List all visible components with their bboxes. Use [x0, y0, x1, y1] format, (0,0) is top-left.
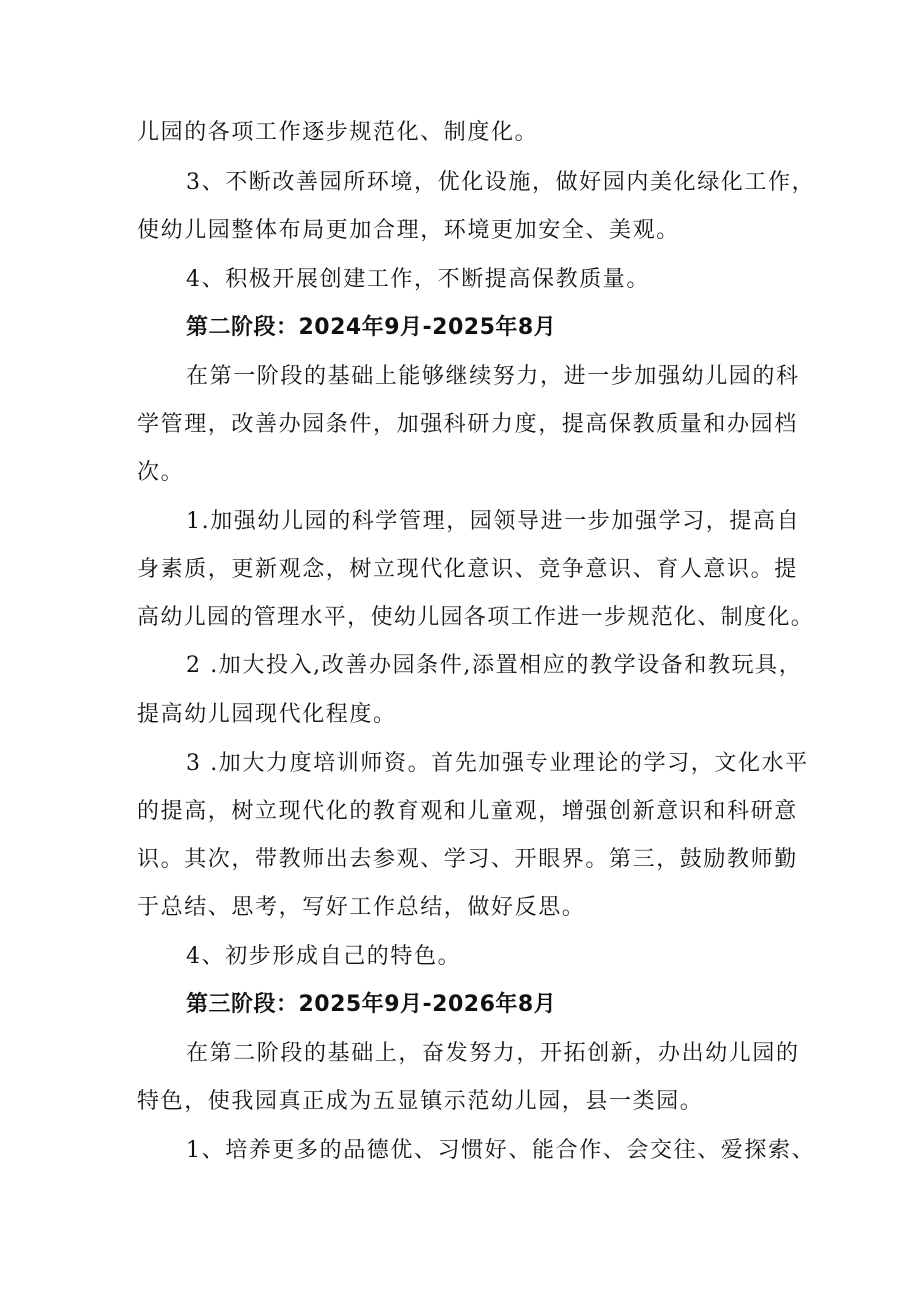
list-item-line: 3 .加大力度培训师资。首先加强专业理论的学习，文化水平 [186, 751, 809, 776]
list-item-line: 1、培养更多的品德优、习惯好、能合作、会交往、爱探索、 [186, 1138, 816, 1163]
paragraph-line: 儿园的各项工作逐步规范化、制度化。 [137, 120, 539, 145]
paragraph-line: 的提高，树立现代化的教育观和儿童观，增强创新意识和科研意 [137, 799, 798, 824]
paragraph-line: 特色，使我园真正成为五显镇示范幼儿园，县一类园。 [137, 1089, 704, 1114]
list-item-line: 4、积极开展创建工作，不断提高保教质量。 [186, 267, 650, 292]
paragraph-line: 提高幼儿园现代化程度。 [137, 702, 397, 727]
list-item-line: 1.加强幼儿园的科学管理，园领导进一步加强学习，提高自 [186, 509, 801, 534]
paragraph-line: 身素质，更新观念，树立现代化意识、竞争意识、育人意识。提 [137, 557, 798, 582]
list-item-line: 3、不断改善园所环境，优化设施，做好园内美化绿化工作， [186, 170, 816, 195]
paragraph-line: 识。其次，带教师出去参观、学习、开眼界。第三，鼓励教师勤 [137, 847, 798, 872]
paragraph-line: 学管理，改善办园条件，加强科研力度，提高保教质量和办园档 [137, 412, 798, 437]
paragraph-line: 于总结、思考，写好工作总结，做好反思。 [137, 895, 586, 920]
section-heading-stage-three: 第三阶段：2025年9月-2026年8月 [186, 992, 557, 1017]
paragraph-line: 使幼儿园整体布局更加合理，环境更加安全、美观。 [137, 218, 680, 243]
paragraph-line: 高幼儿园的管理水平，使幼儿园各项工作进一步规范化、制度化。 [137, 605, 815, 630]
section-heading-stage-two: 第二阶段：2024年9月-2025年8月 [186, 315, 557, 340]
list-item-line: 2 .加大投入,改善办园条件,添置相应的教学设备和教玩具， [186, 653, 803, 678]
list-item-line: 4、初步形成自己的特色。 [186, 944, 462, 969]
paragraph-line: 在第一阶段的基础上能够继续努力，进一步加强幼儿园的科 [186, 364, 800, 389]
paragraph-line: 次。 [137, 460, 185, 485]
paragraph-line: 在第二阶段的基础上，奋发努力，开拓创新，办出幼儿园的 [186, 1041, 800, 1066]
